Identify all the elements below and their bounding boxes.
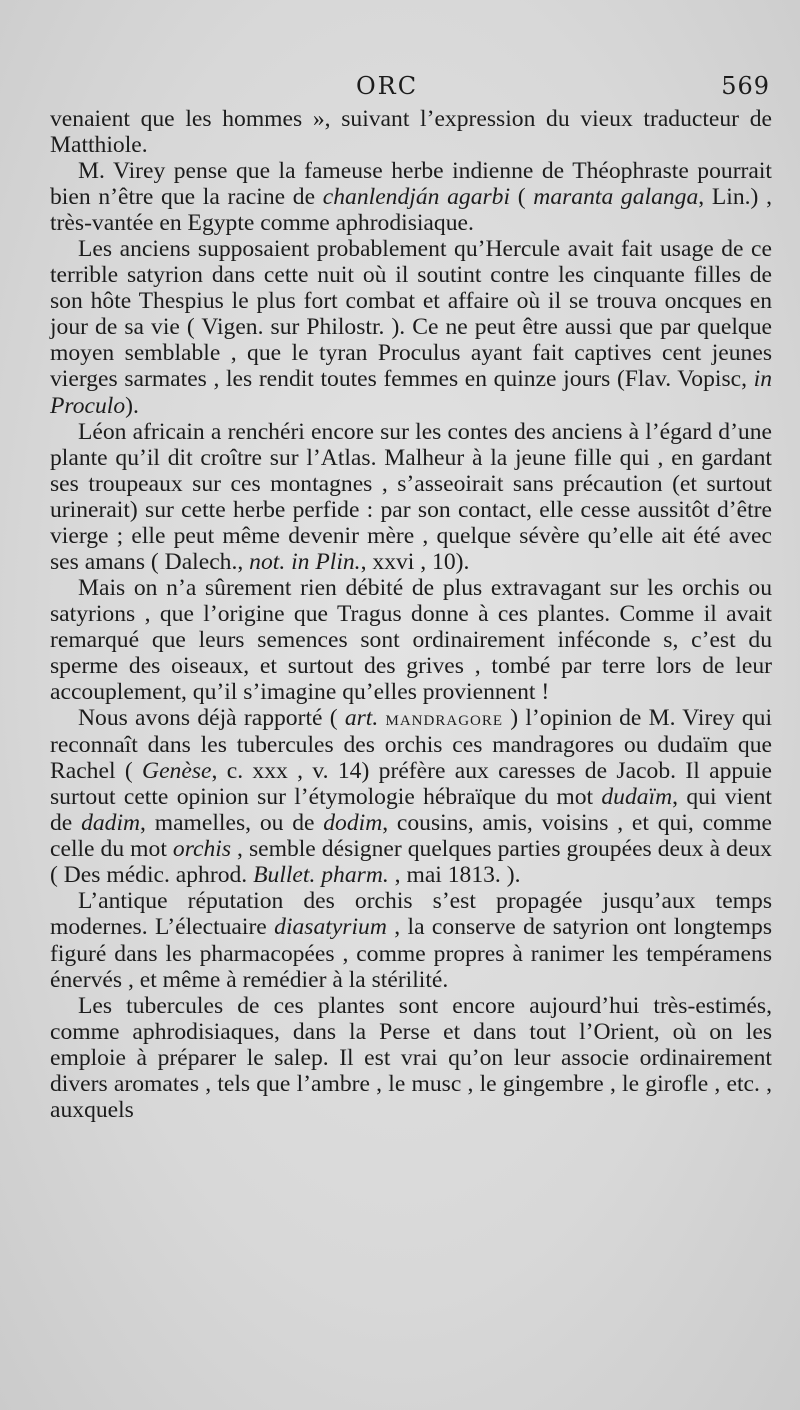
running-title: ORC [356, 72, 419, 100]
text-run: , Lin.) , très-vantée en Egypte comme aphrodisiaque. [50, 184, 772, 237]
small-caps-text: mandragore [385, 708, 504, 731]
page-number: 569 [721, 72, 770, 100]
italic-text: maranta galanga [533, 184, 699, 211]
paragraph [50, 705, 772, 888]
paragraph [50, 888, 772, 992]
text-run: Mais on n’a sûrement rien débité de plus extravagant sur les orchis ou satyrions , que l’origine que Tragus donne à ces plantes. Comme il avait remarqué que leurs semences sont ordinairement inféconde s, c’est du sperme des oiseaux, et surtout des grives , tombé par terre lors de leur accouplement, qu’il s’imagine qu’elles proviennent ! [50, 574, 772, 706]
text-run: , mai 1813. ). [388, 862, 521, 889]
paragraph [50, 575, 772, 705]
italic-text: orchis [172, 836, 231, 863]
text-run: L’antique réputation des orchis s’est propagée jusqu’aux temps modernes. L’électuaire [50, 888, 772, 941]
italic-text: not. in Plin. [249, 548, 361, 575]
text-run: venaient que les hommes », suivant l’expression du vieux traducteur de Matthiole. [50, 106, 772, 159]
text-run: ) l’opinion de M. Virey qui reconnaît dans les tubercules des orchis ces mandragores ou dudaïm que Rachel ( [50, 705, 773, 785]
text-run: ( [510, 184, 534, 211]
text-run: Nous avons déjà rapporté ( [78, 705, 345, 732]
text-run: , la conserve de satyrion ont longtemps figuré dans les pharmacopées , comme propres à ranimer les tempéramens énervés , et même à remédier à la stérilité. [50, 914, 773, 993]
text-run: , xxvi , 10). [360, 548, 470, 575]
text-run: , c. xxx , v. 14) préfère aux caresses de Jacob. Il appuie surtout cette opinion sur l’étymologie hébraïque du mot [50, 758, 773, 811]
running-header [50, 72, 772, 106]
italic-text: Bullet. pharm. [253, 862, 389, 889]
italic-text: dudaïm [601, 784, 673, 811]
italic-text: chanlendján agarbi [322, 184, 511, 211]
text-run: Les tubercules de ces plantes sont encore aujourd’hui très-estimés, comme aphrodisiaques, dans la Perse et dans tout l’Orient, où on les emploie à préparer le salep. Il est vrai qu’on leur associe ordinairement divers aromates , tels que l’ambre , le musc , le gingembre , le girofle , etc. , auxquels [50, 992, 772, 1123]
italic-text: dodim [323, 810, 383, 837]
paragraph [50, 158, 772, 236]
text-run [378, 705, 385, 731]
text-run: Léon africain a renchéri encore sur les contes des anciens à l’égard d’une plante qu’il dit croître sur l’Atlas. Malheur à la jeune fille qui , en gardant ses troupeaux sur ces montagnes , s’asseoirait sans précaution (et surtout urinerait) sur cette herbe perfide : par son contact, elle cesse aussitôt d’être vierge ; elle peut même devenir mère , quelque sévère qu’elle ait été avec ses amans ( Dalech., [50, 418, 772, 575]
italic-text: Genèse [142, 758, 212, 785]
text-run: ). [125, 392, 139, 419]
italic-text: art. [344, 705, 379, 732]
text-run: , mamelles, ou de [140, 810, 324, 837]
text-run: , cousins, amis, voisins , et qui, comme celle du mot [50, 810, 773, 863]
text-run: , qui vient de [50, 784, 772, 837]
text-run: , semble désigner quelques parties groupées deux à deux ( Des médic. aphrod. [50, 836, 772, 889]
paragraph [50, 236, 772, 418]
paragraph [50, 106, 772, 158]
text-run: Les anciens supposaient probablement qu’Hercule avait fait usage de ce terrible satyrion dans cette nuit où il soutint contre les cinquante filles de son hôte Thespius le plus fort combat et affaire où il se trouva oncques en jour de sa vie ( Vigen. sur Philostr. ). Ce ne peut être aussi que par quelque moyen semblable , que le tyran Proculus ayant fait captives cent jeunes vierges sarmates , les rendit toutes femmes en quinze jours (Flav. Vopisc, [50, 236, 772, 393]
body-text [50, 106, 772, 1123]
text-run: M. Virey pense que la fameuse herbe indienne de Théophraste pourrait bien n’être que la racine de [50, 158, 772, 211]
italic-text: dadim [81, 810, 141, 837]
paragraph [50, 419, 772, 575]
paragraph [50, 993, 772, 1123]
italic-text: diasatyrium [274, 914, 387, 941]
italic-text: in Proculo [50, 366, 772, 419]
